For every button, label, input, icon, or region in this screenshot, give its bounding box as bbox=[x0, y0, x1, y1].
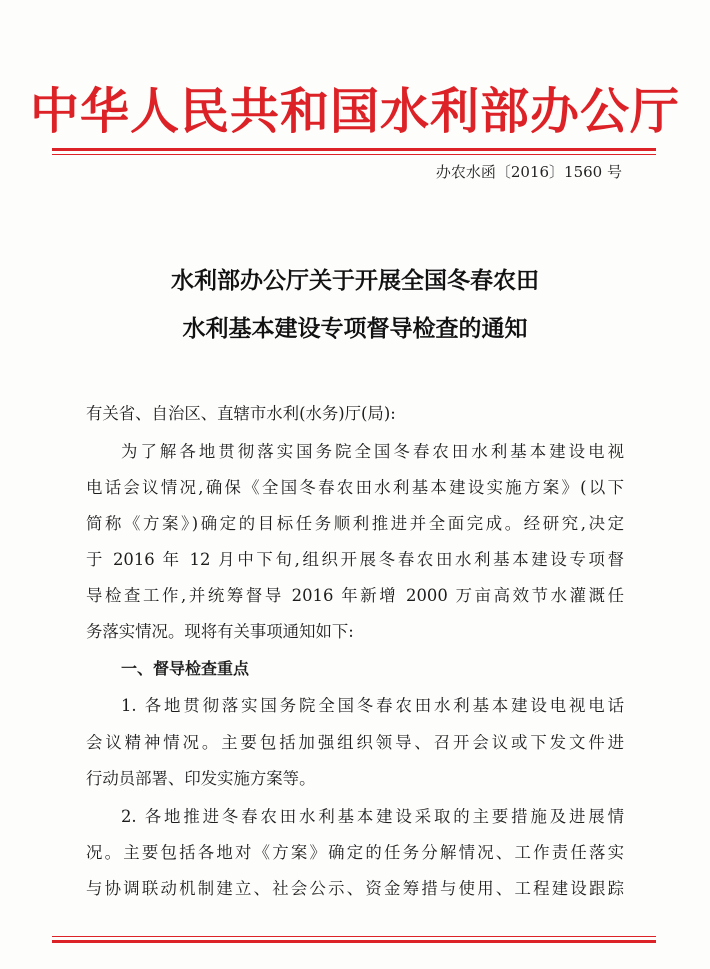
header-red-rule-thin bbox=[52, 154, 656, 155]
paragraph-1-line: 导检查工作,并统筹督导 2016 年新增 2000 万亩高效节水灌溉任 bbox=[86, 586, 624, 605]
paragraph-1-line: 于 2016 年 12 月中下旬,组织开展冬春农田水利基本建设专项督 bbox=[86, 550, 624, 569]
document-title-line-2: 水利基本建设专项督导检查的通知 bbox=[182, 316, 528, 342]
paragraph-1-line: 为了解各地贯彻落实国务院全国冬春农田水利基本建设电视 bbox=[121, 442, 624, 461]
paragraph-1-line: 简称《方案》)确定的目标任务顺利推进并全面完成。经研究,决定 bbox=[86, 514, 624, 533]
paragraph-1-line: 务落实情况。现将有关事项通知如下: bbox=[86, 622, 354, 641]
item-1-line: 行动员部署、印发实施方案等。 bbox=[86, 769, 316, 788]
footer-red-rule-thin bbox=[52, 936, 656, 937]
paragraph-1-line: 电话会议情况,确保《全国冬春农田水利基本建设实施方案》(以下 bbox=[86, 478, 624, 497]
document-number: 办农水函〔2016〕1560 号 bbox=[435, 163, 622, 181]
document-title-line-1: 水利部办公厅关于开展全国冬春农田 bbox=[171, 268, 539, 294]
header-red-rule-thick bbox=[52, 148, 656, 151]
salutation: 有关省、自治区、直辖市水利(水务)厅(局): bbox=[86, 404, 396, 423]
footer-red-rule-thick bbox=[52, 940, 656, 943]
section-heading: 一、督导检查重点 bbox=[121, 659, 250, 678]
item-1-line: 会议精神情况。主要包括加强组织领导、召开会议或下发文件进 bbox=[86, 733, 624, 752]
item-2-line: 2. 各地推进冬春农田水利基本建设采取的主要措施及进展情 bbox=[121, 807, 624, 826]
item-2-line: 况。主要包括各地对《方案》确定的任务分解情况、工作责任落实 bbox=[86, 843, 624, 862]
issuer-header: 中华人民共和国水利部办公厅 bbox=[29, 83, 680, 140]
item-2-line: 与协调联动机制建立、社会公示、资金筹措与使用、工程建设跟踪 bbox=[86, 879, 624, 898]
item-1-line: 1. 各地贯彻落实国务院全国冬春农田水利基本建设电视电话 bbox=[121, 696, 624, 715]
